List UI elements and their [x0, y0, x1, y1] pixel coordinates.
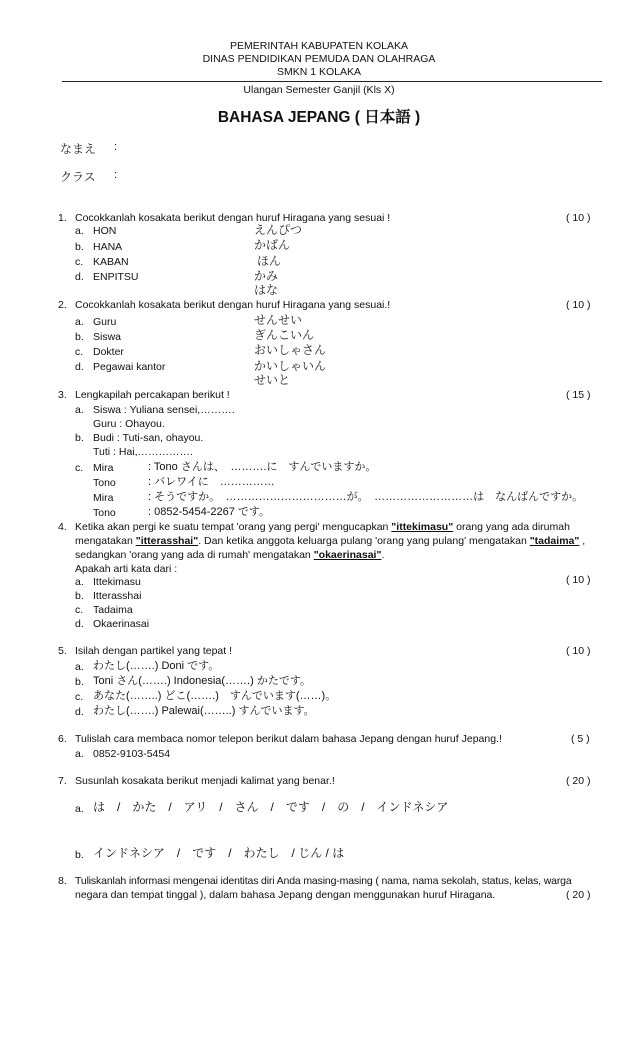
q5-item: わたし(…….) Doni です。 — [93, 660, 220, 672]
class-colon: : — [114, 169, 118, 181]
q3-dialogue-line: Budi : Tuti-san, ohayou. — [93, 432, 204, 444]
q5-number: 5. — [58, 645, 67, 657]
q3-dialogue-line: : Tono さんは、 ……….に すんでいますか。 — [148, 461, 377, 473]
q4-text-line: sedangkan 'orang yang ada di rumah' mengatakan "okaerinasai". — [75, 549, 385, 561]
q6-phone-number: 0852-9103-5454 — [93, 748, 171, 760]
q1-option: ENPITSU — [93, 271, 139, 283]
q4-item-letter: b. — [75, 590, 84, 602]
q4-text-line: Ketika akan pergi ke suatu tempat 'orang yang pergi' mengucapkan "ittekimasu" orang yang ada dirumah — [75, 521, 570, 533]
term-ittekimasu: "ittekimasu" — [391, 521, 454, 533]
q4-item-letter: a. — [75, 576, 84, 588]
q3-speaker: Tono — [93, 507, 116, 519]
q4-item: Okaerinasai — [93, 618, 150, 630]
q1-hiragana-choice: かみ — [254, 269, 279, 283]
q8-score: ( 20 ) — [566, 889, 591, 901]
q8-text-line: negara dan tempat tinggal ), dalam bahasa Jepang dengan menggunakan huruf Hiragana. — [75, 889, 496, 901]
q2-option-letter: a. — [75, 316, 84, 328]
q4-item-letter: c. — [75, 604, 84, 616]
q7-score: ( 20 ) — [566, 775, 591, 787]
q1-option-letter: a. — [75, 225, 84, 237]
q7-item-letter: b. — [75, 849, 84, 861]
q2-option: Siswa — [93, 331, 122, 343]
q3-dialogue-line: : バレワイに …………… — [148, 476, 275, 488]
q5-item: Toni さん(…….) Indonesia(…….) かたです。 — [93, 675, 311, 687]
q2-option-letter: b. — [75, 331, 84, 343]
q3-score: ( 15 ) — [566, 389, 591, 401]
q4-item: Itterasshai — [93, 590, 142, 602]
q2-option-letter: c. — [75, 346, 84, 358]
q1-option-letter: d. — [75, 271, 84, 283]
q3-speaker: Mira — [93, 462, 114, 474]
q2-option: Dokter — [93, 346, 124, 358]
name-label: なまえ — [60, 142, 97, 156]
q7-number: 7. — [58, 775, 67, 787]
q3-text: Lengkapilah percakapan berikut ! — [75, 389, 230, 401]
term-tadaima: "tadaima" — [529, 535, 580, 547]
header-department: DINAS PENDIDIKAN PEMUDA DAN OLAHRAGA — [202, 53, 436, 65]
q3-number: 3. — [58, 389, 67, 401]
q1-option: HON — [93, 225, 117, 237]
q3-dialogue-line: Tuti : Hai,……………. — [93, 446, 193, 458]
q6-number: 6. — [58, 733, 67, 745]
header-school: SMKN 1 KOLAKA — [276, 66, 362, 78]
q1-hiragana-choice: はな — [254, 283, 279, 297]
q8-number: 8. — [58, 875, 67, 887]
term-itterasshai: "itterasshai" — [135, 535, 199, 547]
q7-jumbled-sentence: インドネシア / です / わたし / じん / は — [93, 846, 345, 860]
q5-item: わたし(…….) Palewai(……..) すんでいます。 — [93, 705, 315, 717]
q6-text: Tulislah cara membaca nomor telepon berikut dalam bahasa Jepang dengan huruf Jepang.! — [75, 733, 502, 745]
q3-part-letter: b. — [75, 432, 84, 444]
q4-number: 4. — [58, 521, 67, 533]
q2-hiragana-choice: ぎんこいん — [254, 328, 315, 342]
q1-option: KABAN — [93, 256, 129, 268]
q5-item-letter: c. — [75, 691, 84, 703]
q2-option: Guru — [93, 316, 117, 328]
q1-number: 1. — [58, 212, 67, 224]
q4-prompt: Apakah arti kata dari : — [75, 563, 178, 575]
q5-item: あなた(……..) どこ(…….) すんでいます(……)。 — [93, 690, 337, 702]
name-colon: : — [114, 141, 118, 153]
q2-number: 2. — [58, 299, 67, 311]
q7-item-letter: a. — [75, 803, 84, 815]
q3-part-letter: a. — [75, 404, 84, 416]
q2-score: ( 10 ) — [566, 299, 591, 311]
q5-item-letter: d. — [75, 706, 84, 718]
q3-dialogue-line: Guru : Ohayou. — [93, 418, 165, 430]
q1-hiragana-choice: かばん — [254, 238, 291, 252]
q2-hiragana-choice: せいと — [254, 373, 291, 387]
q3-dialogue-line: : そうですか。 ……………………………が。 ………………………は なんばんですか。 — [148, 491, 584, 503]
q5-text: Isilah dengan partikel yang tepat ! — [75, 645, 233, 657]
q1-score: ( 10 ) — [566, 212, 591, 224]
q3-speaker: Mira — [93, 492, 114, 504]
q4-text-line: mengatakan "itterasshai". Dan ketika anggota keluarga pulang 'orang yang pulang' mengatakan "tadaima" , — [75, 535, 586, 547]
header-divider — [62, 81, 602, 82]
q7-jumbled-sentence: は / かた / アリ / さん / です / の / インドネシア — [93, 800, 449, 814]
q2-hiragana-choice: かいしゃいん — [254, 359, 327, 373]
q4-item: Ittekimasu — [93, 576, 141, 588]
q3-dialogue-line: Siswa : Yuliana sensei,………. — [93, 404, 235, 416]
q5-item-letter: a. — [75, 661, 84, 673]
q1-hiragana-choice: ほん — [257, 254, 282, 268]
q3-dialogue-line: : 0852-5454-2267 です。 — [148, 506, 271, 518]
q3-speaker: Tono — [93, 477, 116, 489]
q2-option-letter: d. — [75, 361, 84, 373]
q6-item-letter: a. — [75, 748, 84, 760]
q1-option-letter: c. — [75, 256, 84, 268]
q4-score: ( 10 ) — [566, 574, 591, 586]
q6-score: ( 5 ) — [571, 733, 590, 745]
q2-text: Cocokkanlah kosakata berikut dengan huruf Hiragana yang sesuai.! — [75, 299, 391, 311]
q4-item-letter: d. — [75, 618, 84, 630]
header-exam-name: Ulangan Semester Ganjil (Kls X) — [243, 84, 395, 96]
q5-score: ( 10 ) — [566, 645, 591, 657]
header-government: PEMERINTAH KABUPATEN KOLAKA — [230, 40, 408, 52]
q8-text-line: Tuliskanlah informasi mengenai identitas diri Anda masing-masing ( nama, nama sekolah, status, kelas, warga — [75, 875, 572, 887]
q2-hiragana-choice: せんせい — [254, 313, 303, 327]
q1-option: HANA — [93, 241, 123, 253]
q4-item: Tadaima — [93, 604, 133, 616]
q3-part-letter: c. — [75, 462, 84, 474]
q1-text: Cocokkanlah kosakata berikut dengan huruf Hiragana yang sesuai ! — [75, 212, 391, 224]
class-label: クラス — [60, 170, 96, 184]
q7-text: Susunlah kosakata berikut menjadi kalimat yang benar.! — [75, 775, 335, 787]
q1-hiragana-choice: えんぴつ — [254, 223, 303, 237]
exam-title: BAHASA JEPANG ( 日本語 ) — [217, 109, 421, 126]
q1-option-letter: b. — [75, 241, 84, 253]
term-okaerinasai: "okaerinasai" — [313, 549, 382, 561]
q2-hiragana-choice: おいしゃさん — [254, 343, 327, 357]
q2-option: Pegawai kantor — [93, 361, 166, 373]
q5-item-letter: b. — [75, 676, 84, 688]
